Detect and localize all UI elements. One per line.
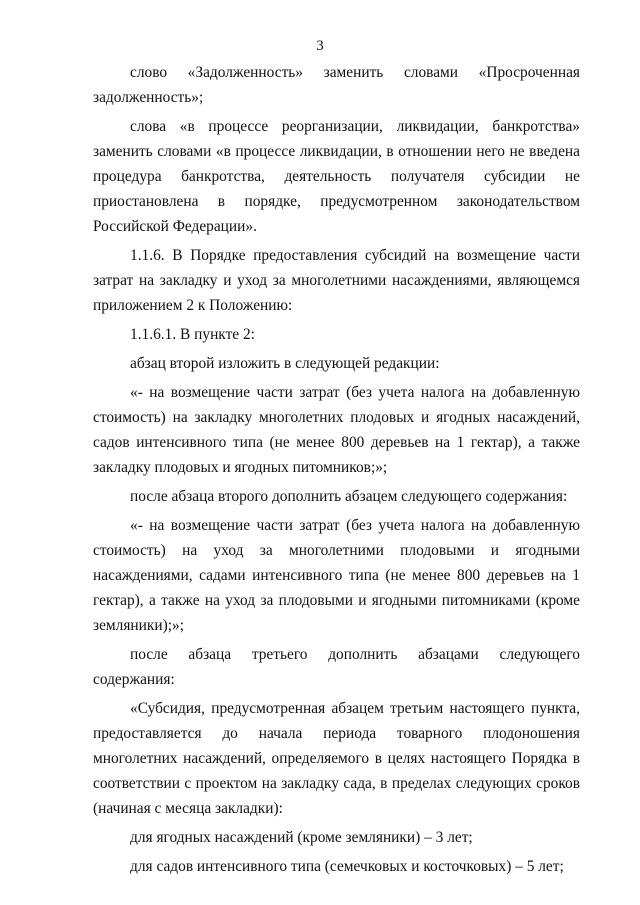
paragraph: «Субсидия, предусмотренная абзацем третьим настоящего пункта, предоставляется до начала периода товарного плодоношения многолетних насаждений, определяемого в целях настоящего Порядка в соответствии с проектом на закладку сада, в пределах следующих сроков (начиная с месяца закладки):: [93, 700, 580, 817]
paragraph: «- на возмещение части затрат (без учета налога на добавленную стоимость) на уход за многолетними плодовыми и ягодными насаждениями, садами интенсивного типа (не менее 800 деревьев на 1 гектар), а также на уход за плодовыми и ягодными питомниками (кроме земляники);»;: [93, 517, 580, 634]
paragraph: для ягодных насаждений (кроме земляники) – 3 лет;: [130, 829, 473, 846]
page-number: 3: [316, 38, 324, 54]
paragraph: 1.1.6. В Порядке предоставления субсидий на возмещение части затрат на закладку и уход за многолетними насаждениями, являющемся приложением 2 к Положению:: [93, 247, 580, 314]
paragraph: «- на возмещение части затрат (без учета налога на добавленную стоимость) на закладку многолетних плодовых и ягодных насаждений, садов интенсивного типа (не менее 800 деревьев на 1 гектар), а также закладку плодовых и ягодных питомников;»;: [93, 384, 580, 476]
paragraph: слова «в процессе реорганизации, ликвидации, банкротства» заменить словами «в процессе ликвидации, в отношении него не введена процедура банкротства, деятельность получателя субсидии не приостановлена в порядке, предусмотренном законодательством Российской Федерации».: [93, 118, 580, 235]
paragraph: слово «Задолженность» заменить словами «Просроченная задолженность»;: [93, 64, 580, 106]
paragraph: для садов интенсивного типа (семечковых и косточковых) – 5 лет;: [130, 858, 564, 875]
paragraph: после абзаца третьего дополнить абзацами следующего содержания:: [93, 646, 580, 688]
document-body: [93, 60, 580, 879]
paragraph: после абзаца второго дополнить абзацем следующего содержания:: [130, 488, 568, 505]
paragraph: 1.1.6.1. В пункте 2:: [130, 326, 255, 343]
paragraph: абзац второй изложить в следующей редакции:: [130, 355, 440, 372]
